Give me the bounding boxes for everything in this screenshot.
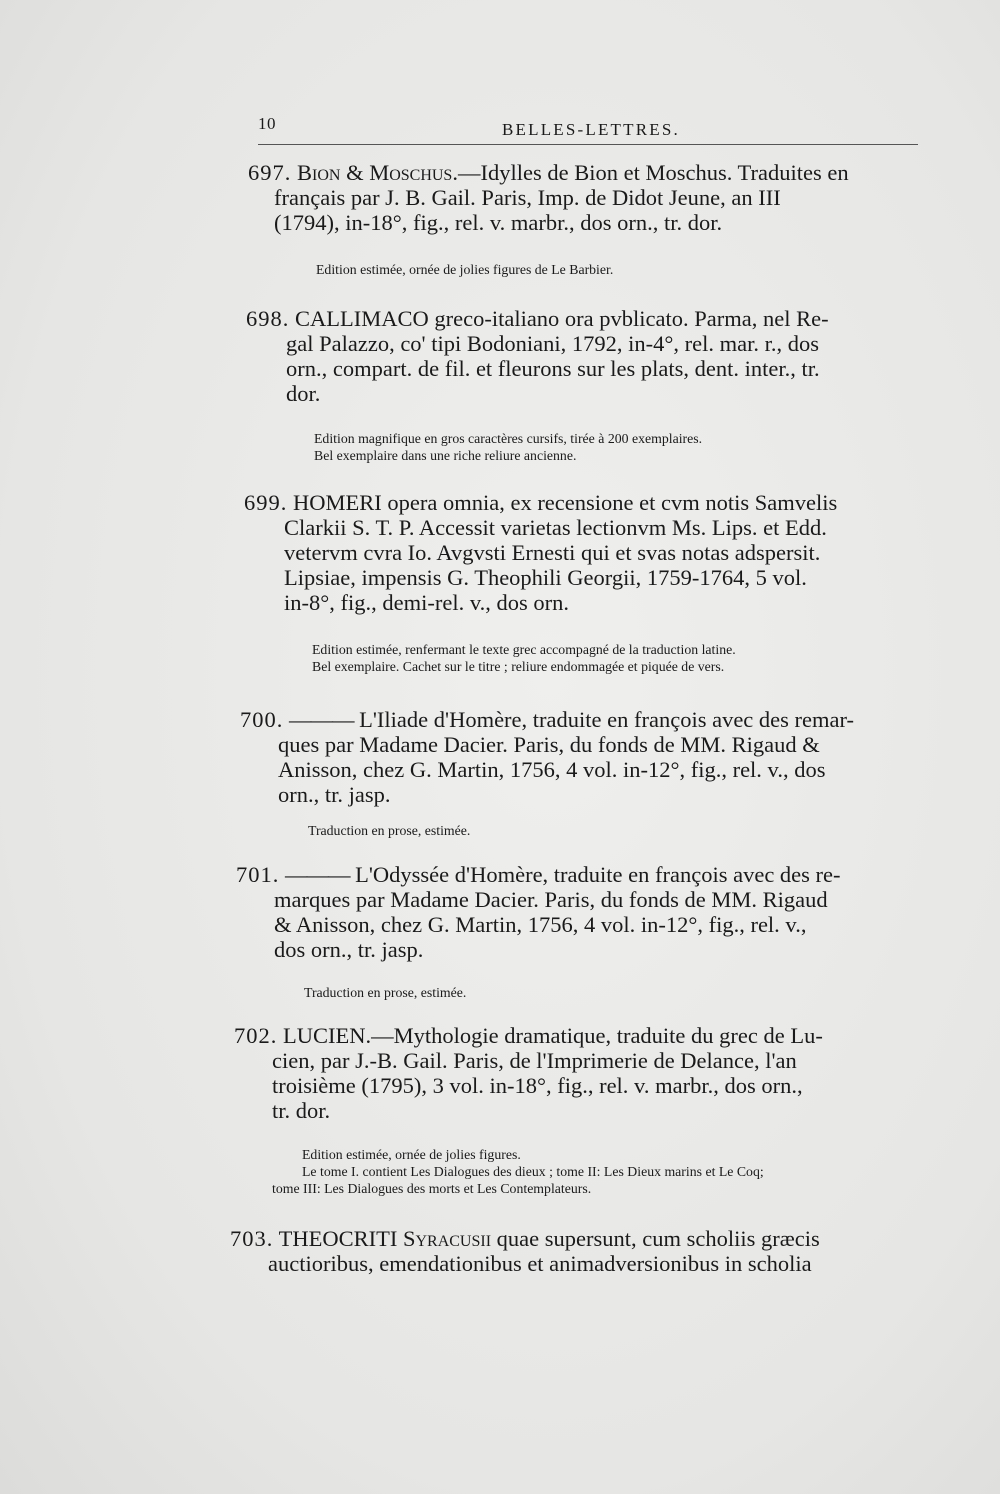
- entry-line: quae supersunt, cum scholiis græcis: [496, 1226, 820, 1251]
- entry-line: tr. dor.: [272, 1098, 331, 1123]
- entry-line: auctioribus, emendationibus et animadversionibus in scholia: [268, 1251, 812, 1276]
- entry-author: LUCIEN.: [283, 1023, 372, 1048]
- entry-number: 699.: [244, 490, 288, 515]
- entry-line: orn., compart. de fil. et fleurons sur les plats, dent. inter., tr.: [286, 356, 820, 381]
- entry-line: marques par Madame Dacier. Paris, du fonds de MM. Rigaud: [274, 887, 828, 912]
- entry-author: HOMERI: [293, 490, 382, 515]
- header-rule: [258, 144, 918, 145]
- entry-line: L'Odyssée d'Homère, traduite en françois avec des re-: [355, 862, 841, 887]
- entry-number: 703.: [230, 1226, 274, 1251]
- entry-note: Edition estimée, ornée de jolies figures de Le Barbier.: [316, 262, 614, 277]
- entry-number: 701.: [236, 862, 280, 887]
- entry-note: Edition estimée, renfermant le texte grec accompagné de la traduction latine. Bel exemplaire. Cachet sur le titre ; reliure endommagée et piquée de vers.: [312, 642, 736, 674]
- entry-note: Edition magnifique en gros caractères cursifs, tirée à 200 exemplaires. Bel exemplaire dans une riche reliure ancienne.: [314, 431, 703, 463]
- entry-line: troisième (1795), 3 vol. in-18°, fig., rel. v. marbr., dos orn.,: [272, 1073, 803, 1098]
- entry-number: 702.: [234, 1023, 278, 1048]
- ditto-dash: ———: [289, 707, 354, 732]
- entry-note: Traduction en prose, estimée.: [304, 985, 467, 1000]
- entry-author: THEOCRITI: [278, 1226, 398, 1251]
- entry-author-epithet: Syracusii: [402, 1226, 492, 1251]
- entry-701: [236, 862, 916, 962]
- entry-note: Edition estimée, ornée de jolies figures. Le tome I. contient Les Dialogues des dieux ; tome II: Les Dieux marins et Le Coq; tome III: Les Dialogues des morts et Les Contemplateurs.: [272, 1147, 764, 1196]
- entry-line: in-8°, fig., demi-rel. v., dos orn.: [284, 590, 569, 615]
- entry-line: orn., tr. jasp.: [278, 782, 391, 807]
- entry-line: opera omnia, ex recensione et cvm notis Samvelis: [387, 490, 838, 515]
- entry-line: Lipsiae, impensis G. Theophili Georgii, 1759-1764, 5 vol.: [284, 565, 807, 590]
- entry-line: & Anisson, chez G. Martin, 1756, 4 vol. in-12°, fig., rel. v.,: [274, 912, 807, 937]
- entry-line: (1794), in-18°, fig., rel. v. marbr., dos orn., tr. dor.: [274, 210, 723, 235]
- entry-line: dos orn., tr. jasp.: [274, 937, 424, 962]
- ditto-dash: ———: [285, 862, 350, 887]
- page-number: 10: [258, 114, 276, 133]
- entry-line: cien, par J.-B. Gail. Paris, de l'Imprimerie de Delance, l'an: [272, 1048, 797, 1073]
- entry-line: français par J. B. Gail. Paris, Imp. de Didot Jeune, an III: [274, 185, 781, 210]
- entry-698: [246, 306, 922, 406]
- entry-line: Mythologie dramatique, traduite du grec de Lu-: [393, 1023, 823, 1048]
- entry-697: 697. Bion & Moschus.—Idylles de Bion et Moschus. Traduites en français par J. B. Gail. Paris, Imp. de Didot Jeune, an III (1794), in-18°, fig., rel. v. marbr., dos orn., tr. dor.: [248, 160, 920, 235]
- entry-line: gal Palazzo, co' tipi Bodoniani, 1792, in-4°, rel. mar. r., dos: [286, 331, 819, 356]
- entry-note: Traduction en prose, estimée.: [308, 823, 471, 838]
- running-head: BELLES-LETTRES.: [502, 120, 680, 139]
- page-header: [258, 114, 918, 146]
- entry-703: [230, 1226, 906, 1276]
- entry-number: 700.: [240, 707, 284, 732]
- entry-line: Clarkii S. T. P. Accessit varietas lectionvm Ms. Lips. et Edd.: [284, 515, 827, 540]
- entry-author: Bion & Moschus.: [297, 160, 458, 185]
- entry-line: Anisson, chez G. Martin, 1756, 4 vol. in-12°, fig., rel. v., dos: [278, 757, 826, 782]
- entry-line: greco-italiano ora pvblicato. Parma, nel Re-: [434, 306, 829, 331]
- entry-line: ques par Madame Dacier. Paris, du fonds de MM. Rigaud &: [278, 732, 820, 757]
- entry-702: 702. LUCIEN.—Mythologie dramatique, traduite du grec de Lu- cien, par J.-B. Gail. Paris, de l'Imprimerie de Delance, l'an troisième (1795), 3 vol. in-18°, fig., rel. v. marbr., dos orn., tr. dor.: [234, 1023, 916, 1123]
- entry-line: vetervm cvra Io. Avgvsti Ernesti qui et svas notas adspersit.: [284, 540, 821, 565]
- entry-author: CALLIMACO: [295, 306, 429, 331]
- entry-line: dor.: [286, 381, 321, 406]
- entry-699: [244, 490, 920, 615]
- entry-number: 697.: [248, 160, 292, 185]
- entry-line: Idylles de Bion et Moschus. Traduites en: [480, 160, 849, 185]
- entry-700: [240, 707, 920, 807]
- entry-number: 698.: [246, 306, 290, 331]
- entry-line: L'Iliade d'Homère, traduite en françois avec des remar-: [359, 707, 855, 732]
